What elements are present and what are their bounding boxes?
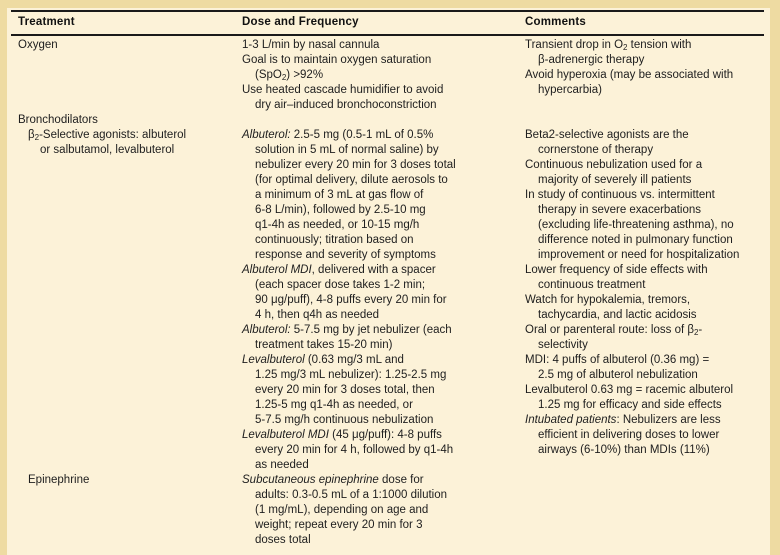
table-text-line: therapy in severe exacerbations bbox=[538, 204, 702, 216]
table-text-line: Goal is to maintain oxygen saturation bbox=[242, 54, 432, 66]
table-body bbox=[11, 38, 764, 548]
table-text-line: adults: 0.3-0.5 mL of a 1:1000 dilution bbox=[255, 489, 448, 501]
treatment-column bbox=[18, 38, 242, 548]
table-text-line: In study of continuous vs. intermittent bbox=[525, 189, 715, 201]
table-text-line: Beta2-selective agonists are the bbox=[525, 129, 689, 141]
dose-column bbox=[242, 38, 525, 548]
table-text-line bbox=[18, 368, 242, 383]
table-text-line: a minimum of 3 mL at gas flow of bbox=[255, 189, 424, 201]
table-text-line: solution in 5 mL of normal saline) by bbox=[255, 144, 439, 156]
table-text-line bbox=[18, 353, 242, 368]
table-text-line: 1-3 L/min by nasal cannula bbox=[242, 39, 380, 51]
table-text-line bbox=[18, 53, 242, 68]
table-text-line bbox=[18, 398, 242, 413]
table-text-line: 4 h, then q4h as needed bbox=[255, 309, 380, 321]
table-text-line bbox=[18, 203, 242, 218]
table-text-line: Oral or parenteral route: loss of $\beta_2-$ bbox=[525, 324, 703, 337]
table-text-line bbox=[18, 158, 242, 173]
table-text-line bbox=[18, 413, 242, 428]
table-text-line: Oxygen bbox=[18, 39, 58, 51]
table-text-line: response and severity of symptoms bbox=[255, 249, 436, 261]
table-text-line: nebulizer every 20 min for 3 doses total bbox=[255, 159, 456, 171]
table-text-line: Subcutaneous epinephrine dose for bbox=[242, 474, 424, 486]
table-content bbox=[7, 10, 770, 548]
table-text-line bbox=[242, 113, 525, 128]
table-text-line bbox=[525, 458, 764, 473]
table-text-line bbox=[525, 473, 764, 488]
table-text-line bbox=[18, 428, 242, 443]
table-text-line bbox=[525, 533, 764, 548]
table-text-line: improvement or need for hospitalization bbox=[538, 249, 740, 261]
table-text-line: Levalbuterol (0.63 mg/3 mL and bbox=[242, 354, 404, 366]
table-text-line bbox=[18, 188, 242, 203]
table-text-line: (SpO$_2$) >92% bbox=[255, 69, 324, 82]
table-text-line: MDI: 4 puffs of albuterol (0.36 mg) = bbox=[525, 354, 710, 366]
table-text-line bbox=[18, 83, 242, 98]
table-text-line: (1 mg/mL), depending on age and bbox=[255, 504, 429, 516]
table-text-line: (for optimal delivery, dilute aerosols to bbox=[255, 174, 448, 186]
table-text-line: Albuterol: 2.5-5 mg (0.5-1 mL of 0.5% bbox=[242, 129, 434, 141]
table-text-line bbox=[18, 68, 242, 83]
table-text-line: 1.25 mg for efficacy and side effects bbox=[538, 399, 722, 411]
table-text-line: dry air–induced bronchoconstriction bbox=[255, 99, 437, 111]
header-divider-rule bbox=[11, 34, 764, 36]
table-text-line bbox=[18, 293, 242, 308]
table-text-line bbox=[18, 248, 242, 263]
table-text-line: (excluding life-threatening asthma), no bbox=[538, 219, 734, 231]
table-text-line: Albuterol: 5-7.5 mg by jet nebulizer (each bbox=[242, 324, 452, 336]
table-text-line: 5-7.5 mg/h continuous nebulization bbox=[255, 414, 434, 426]
table-text-line: efficient in delivering doses to lower bbox=[538, 429, 720, 441]
table-text-line bbox=[18, 488, 242, 503]
table-text-line bbox=[525, 488, 764, 503]
table-text-line: airways (6-10%) than MDIs (11%) bbox=[538, 444, 710, 456]
table-text-line: Bronchodilators bbox=[18, 114, 98, 126]
table-text-line: hypercarbia) bbox=[538, 84, 602, 96]
table-text-line bbox=[18, 338, 242, 353]
table-text-line bbox=[18, 218, 242, 233]
table-text-line: Lower frequency of side effects with bbox=[525, 264, 708, 276]
table-text-line: Albuterol MDI, delivered with a spacer bbox=[242, 264, 436, 276]
table-text-line: weight; repeat every 20 min for 3 bbox=[255, 519, 423, 531]
table-text-line: q1-4h as needed, or 10-15 mg/h bbox=[255, 219, 420, 231]
table-text-line: 1.25-5 mg q1-4h as needed, or bbox=[255, 399, 413, 411]
table-text-line: Levalbuterol MDI (45 μg/puff): 4-8 puffs bbox=[242, 429, 442, 441]
comments-column bbox=[525, 38, 764, 548]
table-text-line bbox=[18, 533, 242, 548]
table-text-line: 1.25 mg/3 mL nebulizer): 1.25-2.5 mg bbox=[255, 369, 447, 381]
table-text-line: majority of severely ill patients bbox=[538, 174, 692, 186]
column-header-comments: Comments bbox=[525, 16, 587, 28]
table-text-line: Watch for hypokalemia, tremors, bbox=[525, 294, 691, 306]
table-text-line: 6-8 L/min), followed by 2.5-10 mg bbox=[255, 204, 426, 216]
table-text-line bbox=[18, 458, 242, 473]
table-text-line: Use heated cascade humidifier to avoid bbox=[242, 84, 444, 96]
table-text-line bbox=[525, 518, 764, 533]
table-area bbox=[7, 8, 770, 555]
table-text-line: Transient drop in $O_2$ tension with bbox=[525, 39, 692, 52]
table-text-line: Epinephrine bbox=[28, 474, 90, 486]
table-text-line: Intubated patients: Nebulizers are less bbox=[525, 414, 721, 426]
table-text-line bbox=[18, 278, 242, 293]
table-text-line bbox=[18, 503, 242, 518]
table-text-line: doses total bbox=[255, 534, 311, 546]
table-text-line: or salbutamol, levalbuterol bbox=[40, 144, 175, 156]
table-text-line: as needed bbox=[255, 459, 309, 471]
table-text-line: $\beta_2$-Selective agonists: albuterol bbox=[28, 129, 187, 142]
table-text-line bbox=[18, 308, 242, 323]
table-text-line: continuously; titration based on bbox=[255, 234, 414, 246]
table-text-line: Avoid hyperoxia (may be associated with bbox=[525, 69, 734, 81]
table-text-line: tachycardia, and lactic acidosis bbox=[538, 309, 697, 321]
table-text-line: continuous treatment bbox=[538, 279, 646, 291]
table-text-line: Levalbuterol 0.63 mg = racemic albuterol bbox=[525, 384, 734, 396]
table-text-line: 2.5 mg of albuterol nebulization bbox=[538, 369, 698, 381]
table-text-line: difference noted in pulmonary function bbox=[538, 234, 733, 246]
table-text-line bbox=[18, 263, 242, 278]
table-text-line bbox=[18, 233, 242, 248]
table-text-line bbox=[18, 383, 242, 398]
table-text-line: Continuous nebulization used for a bbox=[525, 159, 703, 171]
table-text-line bbox=[18, 173, 242, 188]
table-text-line bbox=[525, 503, 764, 518]
table-text-line bbox=[525, 98, 764, 113]
table-text-line: (each spacer dose takes 1-2 min; bbox=[255, 279, 426, 291]
table-text-line: selectivity bbox=[538, 339, 588, 351]
table-text-line bbox=[18, 518, 242, 533]
table-text-line bbox=[525, 113, 764, 128]
table-header-row bbox=[11, 12, 764, 34]
table-text-line: treatment takes 15-20 min) bbox=[255, 339, 393, 351]
table-text-line: every 20 min for 4 h, followed by q1-4h bbox=[255, 444, 454, 456]
table-text-line: cornerstone of therapy bbox=[538, 144, 654, 156]
table-text-line: β-adrenergic therapy bbox=[538, 54, 645, 66]
table-text-line: 90 μg/puff), 4-8 puffs every 20 min for bbox=[255, 294, 447, 306]
table-text-line bbox=[18, 98, 242, 113]
table-text-line bbox=[18, 443, 242, 458]
column-header-dose-and-frequency: Dose and Frequency bbox=[242, 16, 359, 28]
table-text-line: every 20 min for 3 doses total, then bbox=[255, 384, 435, 396]
table-text-line bbox=[18, 323, 242, 338]
column-header-treatment: Treatment bbox=[18, 16, 75, 28]
